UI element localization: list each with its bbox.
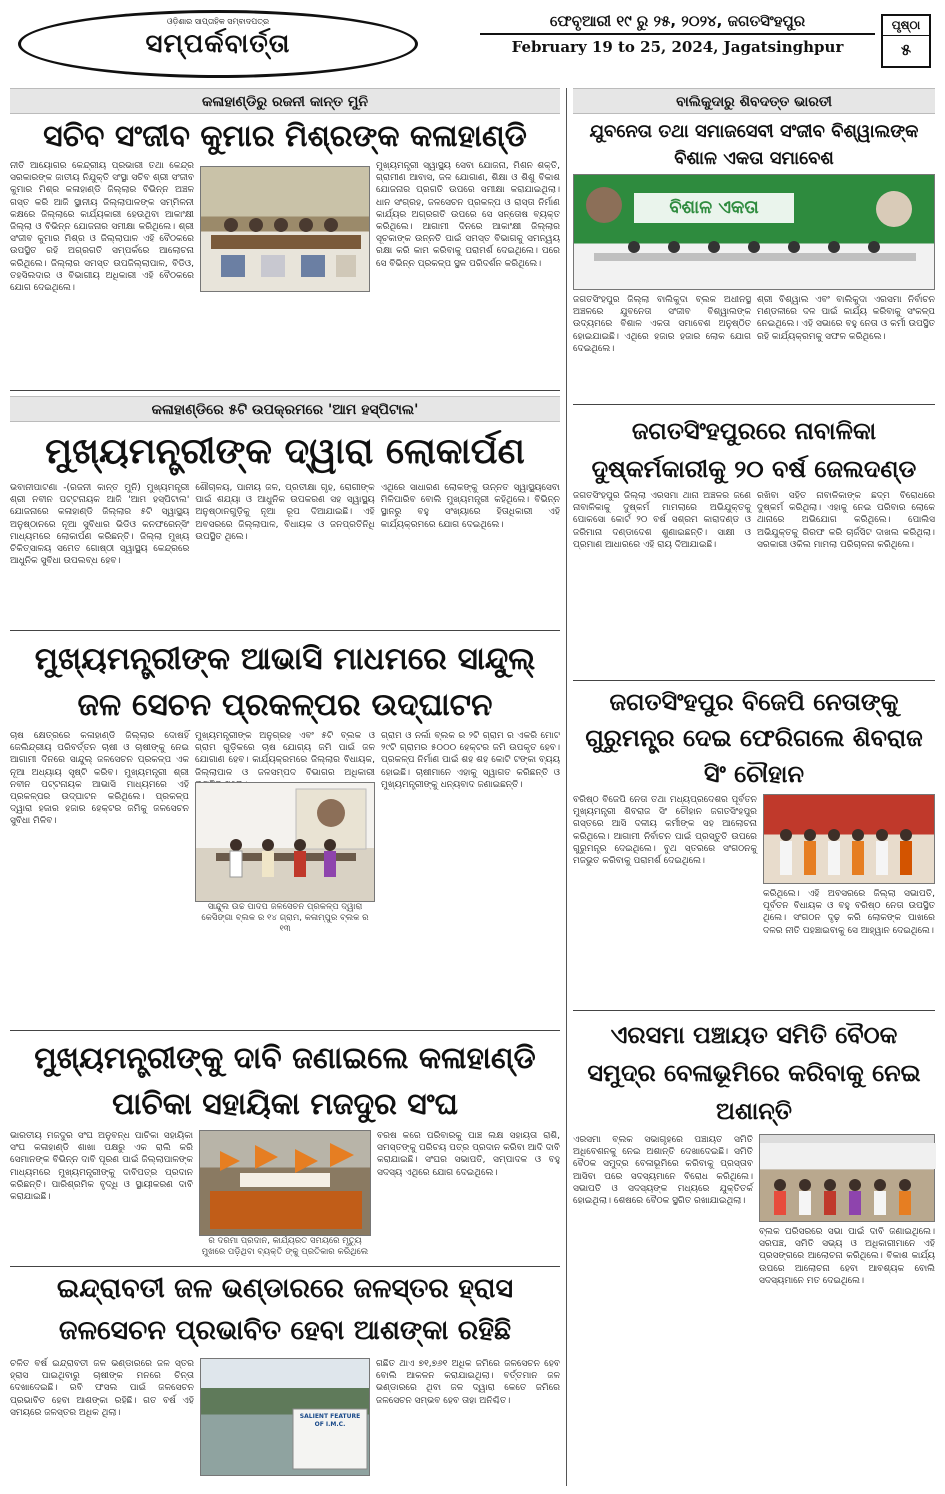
article-text: ବରିଷ୍ଠ ବିଜେପି ନେତା ତଥା ମଧ୍ୟପ୍ରଦେଶର ପୂର୍ବତନ ମୁଖ୍ୟମନ୍ତ୍ରୀ ଶିବରାଜ ସିଂ ଚୌହାନ ଜଗତସିଂହପୁର ଗସ୍ତରେ ଆସି ଦଳୀୟ କର୍ମୀଙ୍କ ସହ ଆଲୋଚନା କରିଥିଲେ। ଆଗାମୀ ନିର୍ବାଚନ ପାଇଁ ପ୍ରସ୍ତୁତି ଉପରେ ଗୁରୁମନ୍ତ୍ର ଦେଇଥିଲେ। ବୁଥ ସ୍ତରରେ ସଂଗଠନକୁ ମଜଭୁତ କରିବାକୁ ପରାମର୍ଶ ଦେଇଥିଲେ। xyxy=(573,795,757,867)
date-english: February 19 to 25, 2024, Jagatsinghpur xyxy=(511,38,844,56)
article-unity-rally xyxy=(573,88,935,394)
photo-block xyxy=(199,1130,371,1256)
article-cook-union xyxy=(10,1034,560,1256)
headline: ଯୁବନେତା ତଥା ସମାଜସେବୀ ସଂଜୀବ ବିଶ୍ୱାଲଙ୍କ ବିଶାଳ ଏକତା ସମାବେଶ xyxy=(589,121,919,169)
logo-tagline: ଓଡ଼ିଶାର ସାପ୍ତାହିକ ସମ୍ବାଦପତ୍ର xyxy=(166,17,270,26)
page-label: ପୃଷ୍ଠା xyxy=(883,16,929,36)
headline: ଏରସମା ପଞ୍ଚାୟତ ସମିତି ବୈଠକ ସମୁଦ୍ର ବେଳାଭୂମିରେ କରିବାକୁ ନେଇ ଅଶାନ୍ତି xyxy=(587,1021,921,1125)
section-rule xyxy=(573,404,935,405)
article-indravati-reservoir xyxy=(10,1268,560,1482)
headline: ସଚିବ ସଂଜୀବ କୁମାର ମିଶ୍ରଙ୍କ କଳାହାଣ୍ଡି xyxy=(43,119,527,154)
reservoir-sign: SALIENT FEATURE OF I.M.C. xyxy=(299,1413,361,1428)
section-rule xyxy=(10,1266,560,1267)
article-text: ଚଳିତ ବର୍ଷ ଇନ୍ଦ୍ରାବତୀ ଜଳ ଭଣ୍ଡାରରେ ଜଳ ସ୍ତର ହ୍ରାସ ପାଇଥିବାରୁ ଚାଷୀଙ୍କ ମନରେ ଚିନ୍ତା ଦେଖାଦେଇଛି। ରବି ଫସଲ ପାଇଁ ଜଳସେଚନ ପ୍ରଭାବିତ ହେବା ଆଶଙ୍କା ରହିଛି। ଗତ ବର୍ଷ ଏହି ସମୟରେ ଜଳସ୍ତର ଅଧିକ ଥିଲା। xyxy=(10,1359,194,1418)
section-rule xyxy=(573,680,935,681)
photo-block xyxy=(763,794,935,1006)
section-rule xyxy=(10,630,560,631)
article-text: ଶୌଚାଳୟ, ପାନୀୟ ଜଳ, ପ୍ରତୀକ୍ଷା ଗୃହ, ରୋଗୀଙ୍କ ପାଇଁ ଶଯ୍ୟା ଓ ଆଧୁନିକ ଉପକରଣ ସହ ସ୍ୱାସ୍ଥ୍ୟ ଅନୁଷ୍ଠାନଗୁଡ଼ିକୁ ନୂଆ ରୂପ ଦିଆଯାଇଛି। ଏହି ଅବସରରେ ଜିଲ୍ଲାପାଳ, ବିଧାୟକ ଓ ଜନପ୍ରତିନିଧି ଉପସ୍ଥିତ ଥିଲେ। xyxy=(195,483,375,542)
headline: ଜଗତସିଂହପୁର ବିଜେପି ନେତାଙ୍କୁ ଗୁରୁମନ୍ତ୍ର ଦେଇ ଫେରିଗଲେ ଶିବରାଜ ସିଂ ଚୌହାନ xyxy=(585,688,923,788)
article-text: ଭବାନୀପାଟଣା -(ରଜନୀ କାନ୍ତ ମୁନି) ମୁଖ୍ୟମନ୍ତ୍ରୀ ଶ୍ରୀ ନବୀନ ପଟ୍ଟନାୟକ ଆଜି 'ଆମ ହସ୍ପିଟାଲ' ଯୋଜନାରେ କଳାହାଣ୍ଡି ଜିଲ୍ଲାର ୫ଟି ସ୍ୱାସ୍ଥ୍ୟ ଅନୁଷ୍ଠାନରେ ନୂଆ ସୁବିଧାର ଭିଡିଓ କନଫରେନ୍ସିଂ ମାଧ୍ୟମରେ ଲୋକାର୍ପଣ କରିଛନ୍ତି। ଜିଲ୍ଲା ମୁଖ୍ୟ ଚିକିତ୍ସାଳୟ ସମେତ ଗୋଷ୍ଠୀ ସ୍ୱାସ୍ଥ୍ୟ କେନ୍ଦ୍ରରେ ଆଧୁନିକ ସୁବିଧା ଉପଲବ୍ଧ ହେବ। xyxy=(10,483,190,567)
column-divider xyxy=(566,88,567,1486)
rally-photo xyxy=(199,1130,371,1236)
headline: ମୁଖ୍ୟମନ୍ତ୍ରୀଙ୍କୁ ଦାବି ଜଣାଇଲେ କଳାହାଣ୍ଡି ପାଚିକା ସହାୟିକା ମଜଦୁର ସଂଘ xyxy=(34,1041,536,1122)
samiti-meeting-photo xyxy=(759,1134,935,1222)
page-number-box xyxy=(881,14,931,68)
reservoir-photo xyxy=(200,1358,370,1476)
article-text: ମୁଖ୍ୟମନ୍ତ୍ରୀଙ୍କ ଅନୁଗ୍ରହ ଏବଂ ୫ଟି ବ୍ଲକ ଓ ଗ୍ରାମ ଗୁଡ଼ିକରେ ଚାଷ ଯୋଗ୍ୟ ଜମି ପାଇଁ ଜଳ ଯୋଗାଣ ହେବ। କାର୍ଯ୍ୟକ୍ରମରେ ଜିଲ୍ଲାର ବିଧାୟକ, ଜିଲ୍ଲାପାଳ ଓ ଜଳସମ୍ପଦ ବିଭାଗର ଅଧିକାରୀ xyxy=(195,731,375,778)
article-text: ମୁଖ୍ୟମନ୍ତ୍ରୀ ସ୍ୱାସ୍ଥ୍ୟ ସେବା ଯୋଜନା, ମିଶନ ଶକ୍ତି, ଗ୍ରାମୀଣ ଆବାସ, ଜଳ ଯୋଗାଣ, ଶିକ୍ଷା ଓ ଶିଶୁ ବିକାଶ ଯୋଜନାର ପ୍ରଗତି ଉପରେ ସମୀକ୍ଷା କରାଯାଇଥିଲା। ଧାନ ସଂଗ୍ରହ, ଜଳସେଚନ ପ୍ରକଳ୍ପ ଓ ରାସ୍ତା ନିର୍ମାଣ କାର୍ଯ୍ୟର ଅଗ୍ରଗତି ଉପରେ ସେ ସନ୍ତୋଷ ବ୍ୟକ୍ତ କରିଥିଲେ। ଆଗାମୀ ଦିନରେ ଆକାଂକ୍ଷୀ ଜିଲ୍ଲାର ସୂଚକାଙ୍କ ଉନ୍ନତି ପାଇଁ ସମସ୍ତ ବିଭାଗକୁ ସମନ୍ୱୟ ରକ୍ଷା କରି କାମ କରିବାକୁ ପରାମର୍ଶ ଦେଇଥିଲେ। ପରେ ସେ ବିଭିନ୍ନ ପ୍ରକଳ୍ପ ସ୍ଥଳ ପରିଦର୍ଶନ କରିଥିଲେ। xyxy=(376,161,560,269)
article-text: ଗ୍ରାମ ଓ ନର୍ଲା ବ୍ଲକ ର ୨ଟି ଗ୍ରାମ ର ଏକରି ମୋଟ ୨୯ଟି ଗ୍ରାମର ୫୦୦୦ ହେକ୍ଟର ଜମି ଉପକୃତ ହେବ। ପ୍ରକଳ୍ପ ନିର୍ମାଣ ପାଇଁ ଶହ ଶହ କୋଟି ଟଙ୍କା ବ୍ୟୟ ହୋଇଛି। ଚାଷୀମାନେ ଏହାକୁ ସ୍ୱାଗତ କରିଛନ୍ତି ଓ ମୁଖ୍ୟମନ୍ତ୍ରୀଙ୍କୁ ଧନ୍ୟବାଦ ଜଣାଇଛନ୍ତି। xyxy=(381,731,560,790)
article-text: ଏଥିରେ ସାଧାରଣ ଲୋକଙ୍କୁ ଉନ୍ନତ ସ୍ୱାସ୍ଥ୍ୟସେବା ମିଳିପାରିବ ବୋଲି ମୁଖ୍ୟମନ୍ତ୍ରୀ କହିଥିଲେ। ବିଭିନ୍ନ ସ୍ଥାନରୁ ବହୁ ସଂଖ୍ୟାରେ ହିତାଧିକାରୀ ଏହି କାର୍ଯ୍ୟକ୍ରମରେ ଯୋଗ ଦେଇଥିଲେ। xyxy=(380,483,560,530)
photo-block xyxy=(195,730,375,1024)
page-number: ୫ xyxy=(901,40,911,59)
masthead xyxy=(10,8,935,80)
article-aam-hospital xyxy=(10,396,560,624)
leaders-photo xyxy=(763,794,935,884)
section-rule xyxy=(10,1030,560,1031)
article-text: ନୀତି ଆୟୋଗର କେନ୍ଦ୍ରୀୟ ପ୍ରଭାରୀ ତଥା କେନ୍ଦ୍ର ସରକାରଙ୍କ ଜାତୀୟ ନିଯୁକ୍ତି ସଂସ୍ଥା ସଚିବ ଶ୍ରୀ ସଂଜୀବ କୁମାର ମିଶ୍ର କଳାହାଣ୍ଡି ଜିଲ୍ଲାର ବିଭିନ୍ନ ଅଞ୍ଚଳ ଗସ୍ତ କରି ଆଜି ସ୍ଥାନୀୟ ଜିଲ୍ଲାପାଳଙ୍କ ସମ୍ମିଳନୀ କକ୍ଷରେ ଜିଲ୍ଲାରେ କାର୍ଯ୍ୟକାରୀ ହେଉଥିବା ଆକାଂକ୍ଷୀ ଜିଲ୍ଲା ଓ ବିଭିନ୍ନ ଯୋଜନାର ସମୀକ୍ଷା କରିଥିଲେ। ଶ୍ରୀ ସଂଜୀବ କୁମାର ମିଶ୍ର ଓ ଜିଲ୍ଲାପାଳ ଏହି ବୈଠକରେ ଉପସ୍ଥିତ ରହି ଅଗ୍ରଗତି ସମ୍ପର୍କରେ ଆଲୋଚନା କରିଥିଲେ। ଜିଲ୍ଲାର ସମସ୍ତ ଉପଜିଲ୍ଲାପାଳ, ବିଡିଓ, ତହସିଲଦାର ଓ ବିଭାଗୀୟ ଅଧିକାରୀ ଏହି ବୈଠକରେ ଯୋଗ ଦେଇଥିଲେ। xyxy=(10,161,194,294)
headline: ଜଗତସିଂହପୁରରେ ନାବାଳିକା ଦୁଷ୍କର୍ମକାରୀକୁ ୨୦ ବର୍ଷ ଜେଲଦଣ୍ଡ xyxy=(591,417,917,483)
article-text: ଜଗତସିଂହପୁର ଜିଲ୍ଲା ଏରସମା ଥାନା ଅଞ୍ଚଳର ଜଣେ ନାବାଳିକାକୁ ଦୁଷ୍କର୍ମ ମାମଲାରେ ଅଭିଯୁକ୍ତକୁ ପୋକସୋ କୋର୍ଟ ୨୦ ବର୍ଷ ସଶ୍ରମ କାରାଦଣ୍ଡ ଓ ଜରିମାନା ଦଣ୍ଡାଦେଶ ଶୁଣାଇଛନ୍ତି। ସାକ୍ଷୀ ଓ ପ୍ରମାଣ ଆଧାରରେ ଏହି ରାୟ ଦିଆଯାଇଛି। xyxy=(573,491,751,550)
article-ersama-samiti xyxy=(573,1014,935,1484)
article-text: ଗଛିତ ଥାଏ ୭୧,୭୬୧ ଅଧିକ ଜମିରେ ଜଳସେଚନ ହେବ ବୋଲି ଆକଳନ କରାଯାଇଥିଲା। ବର୍ତ୍ତମାନ ଜଳ ଭଣ୍ଡାରରେ ଥିବା ଜଳ ଦ୍ୱାରା କେତେ ଜମିରେ ଜଳସେଚନ ସମ୍ଭବ ହେବ ତାହା ଅନିଶ୍ଚିତ। xyxy=(376,1359,560,1406)
article-text: ଏରସମା ବ୍ଲକ ସଭାଗୃହରେ ପଞ୍ଚାୟତ ସମିତି ଅଧିବେଶନକୁ ନେଇ ଅଶାନ୍ତି ଦେଖାଦେଇଛି। ସମିତି ବୈଠକ ସମୁଦ୍ର ବେଳାଭୂମିରେ କରିବାକୁ ପ୍ରସ୍ତାବ ଆସିବା ପରେ ସଦସ୍ୟମାନେ ବିରୋଧ କରିଥିଲେ। ସଭାପତି ଓ ସଦସ୍ୟଙ୍କ ମଧ୍ୟରେ ଯୁକ୍ତିତର୍କ ହୋଇଥିଲା। ଶେଷରେ ବୈଠକ ସ୍ଥଗିତ ରଖାଯାଇଥିଲା। xyxy=(573,1135,753,1207)
dateline xyxy=(480,12,875,56)
byline: ବାଲିକୁଦାରୁ ଶିବଦତ୍ତ ଭାରତୀ xyxy=(573,88,935,114)
photo-block xyxy=(759,1134,935,1484)
date-odia: ଫେବୃଆରୀ ୧୯ ରୁ ୨୫, ୨୦୨୪, ଜଗତସିଂହପୁର xyxy=(480,12,875,35)
article-text: ଶ୍ରୀ ବିଶ୍ୱାଲ ଏବଂ ବାଲିକୁଦା ଏରସମା ନିର୍ବାଚନ ମଣ୍ଡଳୀରେ ଦଳ ପାଇଁ କାର୍ଯ୍ୟ କରିବାକୁ ସଂକଳ୍ପ ନେଇଥିଲେ। ଏହି ସଭାରେ ବହୁ ନେତା ଓ କର୍ମୀ ଉପସ୍ଥିତ ରହି କାର୍ଯ୍ୟକ୍ରମକୁ ସଫଳ କରିଥିଲେ। xyxy=(757,295,935,342)
article-text: କରିଥିଲେ। ଏହି ଅବସରରେ ଜିଲ୍ଲା ସଭାପତି, ପୂର୍ବତନ ବିଧାୟକ ଓ ବହୁ ବରିଷ୍ଠ ନେତା ଉପସ୍ଥିତ ଥିଲେ। ସଂଗଠନ ଦୃଢ଼ କରି ଲୋକଙ୍କ ପାଖରେ ଦଳର ନୀତି ପହଞ୍ଚାଇବାକୁ ସେ ଆହ୍ୱାନ ଦେଇଥିଲେ। xyxy=(763,889,935,936)
article-text: ଜଗତସିଂହପୁର ଜିଲ୍ଲା ବାଲିକୁଦା ବ୍ଲକ ଅଧୀନସ୍ଥ ଅଞ୍ଚଳରେ ଯୁବନେତା ସଂଜୀବ ବିଶ୍ୱାଲଙ୍କ ଉଦ୍ୟମରେ ବିଶାଳ ଏକତା ସମାବେଶ ଅନୁଷ୍ଠିତ ହୋଇଯାଇଛି। ଏଥିରେ ହଜାର ହଜାର ଲୋକ ଯୋଗ ଦେଇଥିଲେ। xyxy=(573,295,751,354)
photo-caption: ସାନ୍ଦୁଲ ଉଚ୍ଚ ପାଦପ ଜଳସେଚନ ପ୍ରକଳ୍ପ ଦ୍ୱାରା କେସିଙ୍ଗା ବ୍ଲକ ର ୧୪ ଗ୍ରାମ, କଳାମ୍ପୁର ବ୍ଲକ ର ୧୩ xyxy=(201,902,369,934)
article-text: ବ୍ଲକ ପରିସରରେ ସଭା ପାଇଁ ଦାବି ଜଣାଇଥିଲେ। ସରପଞ୍ଚ, ସମିତି ସଭ୍ୟ ଓ ଅଧିକାରୀମାନେ ଏହି ପ୍ରସଙ୍ଗରେ ଆଲୋଚନା କରିଥିଲେ। ବିକାଶ କାର୍ଯ୍ୟ ଉପରେ ଆଲୋଚନା ହେବା ଆବଶ୍ୟକ ବୋଲି ସଦସ୍ୟମାନେ ମତ ଦେଇଥିଲେ। xyxy=(759,1227,935,1286)
newspaper-logo xyxy=(18,10,418,78)
article-text: ଚାଷ କ୍ଷେତ୍ରରେ କଳାହାଣ୍ଡି ଜିଲ୍ଲାର ଦୋଷହିଁ ଜେଲିନ୍ଦ୍ରୀୟ ପରିବର୍ତ୍ତନ ଚାଷୀ ଓ ଚାଷୀଙ୍କୁ ନେଇ ଆଗାମୀ ଦିନରେ ସାନ୍ଦୁଲ୍ ଜଳସେଚନ ପ୍ରକଳ୍ପ ଏକ ନୂଆ ଅଧ୍ୟାୟ ସୃଷ୍ଟି କରିବ। ମୁଖ୍ୟମନ୍ତ୍ରୀ ଶ୍ରୀ ନବୀନ ପଟ୍ଟନାୟକ ଆଭାସି ମାଧ୍ୟମରେ ଏହି ପ୍ରକଳ୍ପର ଉଦ୍‌ଘାଟନ କରିଥିଲେ। ପ୍ରକଳ୍ପ ଦ୍ୱାରା ହଜାର ହଜାର ହେକ୍ଟର ଜମିକୁ ଜଳସେଚନ ସୁବିଧା ମିଳିବ। xyxy=(10,731,189,827)
inauguration-photo xyxy=(195,782,375,902)
byline: କଳାହାଣ୍ଡିରୁ ରଜନୀ କାନ୍ତ ମୁନି xyxy=(10,88,560,114)
newspaper-name: ସମ୍ପର୍କବାର୍ତ୍ତା xyxy=(145,28,291,59)
rally-stage-photo xyxy=(573,174,935,290)
headline: ମୁଖ୍ୟମନ୍ତ୍ରୀଙ୍କ ଦ୍ୱାରା ଲୋକାର୍ପଣ xyxy=(45,431,525,472)
article-secretary-visit xyxy=(10,88,560,388)
article-sandul-irrigation xyxy=(10,634,560,1024)
article-shivraj-visit xyxy=(573,684,935,1006)
article-text: ରଖିବା ସହିତ ନାବାଳିକାଙ୍କ ଛଦ୍ମ ବିରୋଧରେ ଦୁଷ୍କର୍ମ କରିଥିଲା। ଏହାକୁ ନେଇ ପରିବାର ଲୋକେ ଥାନାରେ ଅଭିଯୋଗ କରିଥିଲେ। ପୋଲିସ ଅଭିଯୁକ୍ତକୁ ଗିରଫ କରି ଚାର୍ଜସିଟ ଦାଖଲ କରିଥିଲା। ସରକାରୀ ଓକିଲ ମାମଲା ପରିଚାଳନା କରିଥିଲେ। xyxy=(757,491,935,550)
article-text: ଭାରତୀୟ ମଜଦୁର ସଂଘ ଅନୁବନ୍ଧ ପାଚିକା ସହାୟିକା ସଂଘ କଳାହାଣ୍ଡି ଶାଖା ପକ୍ଷରୁ ଏକ ରାଲି କରି ସେମାନଙ୍କ ବିଭିନ୍ନ ଦାବି ପୂରଣ ପାଇଁ ଜିଲ୍ଲାପାଳଙ୍କ ମାଧ୍ୟମରେ ମୁଖ୍ୟମନ୍ତ୍ରୀଙ୍କୁ ଦାବିପତ୍ର ପ୍ରଦାନ କରିଛନ୍ତି। ପାରିଶ୍ରମିକ ବୃଦ୍ଧି ଓ ସ୍ଥାୟୀକରଣ ଦାବି କରାଯାଇଛି। xyxy=(10,1131,193,1203)
headline: ମୁଖ୍ୟମନ୍ତ୍ରୀଙ୍କ ଆଭାସି ମାଧମରେ ସାନ୍ଦୁଲ୍ ଜଳ ସେଚନ ପ୍ରକଳ୍ପର ଉଦ୍‌ଘାଟନ xyxy=(34,641,536,723)
byline: କଳାହାଣ୍ଡିରେ ୫ଟି ଉପକ୍ରମରେ 'ଆମ ହସ୍ପିଟାଲ' xyxy=(10,396,560,422)
meeting-photo xyxy=(200,166,370,292)
section-rule xyxy=(573,1010,935,1011)
photo-caption: ର ଦରମା ପ୍ରଦାନ, କାର୍ଯ୍ୟରତ ସମୟରେ ମୃତ୍ୟୁ ମୁଖରେ ପଡ଼ିଥିବା ବ୍ୟକ୍ତି ଙ୍କୁ ପ୍ରତିକାର କରିଥିଲେ xyxy=(201,1236,369,1257)
article-pocso-verdict xyxy=(573,408,935,674)
section-rule xyxy=(10,390,560,391)
banner-text: ବିଶାଳ ଏକତା xyxy=(669,197,759,218)
article-text: ବରଷ କରେ ପରିବାରକୁ ପାଞ୍ଚ ଲକ୍ଷ ସହାୟତା ରାଶି, ସମସ୍ତଙ୍କୁ ପରିଚୟ ପତ୍ର ପ୍ରଦାନ କରିବା ଆଦି ଦାବି କରାଯାଇଛି। ସଂଘର ସଭାପତି, ସମ୍ପାଦକ ଓ ବହୁ ସଦସ୍ୟ ଏଥିରେ ଯୋଗ ଦେଇଥିଲେ। xyxy=(377,1131,560,1178)
headline: ଇନ୍ଦ୍ରାବତୀ ଜଳ ଭଣ୍ଡାରରେ ଜଳସ୍ତର ହ୍ରାସ ଜଳସେଚନ ପ୍ରଭାବିତ ହେବା ଆଶଙ୍କା ରହିଛି xyxy=(56,1273,514,1346)
